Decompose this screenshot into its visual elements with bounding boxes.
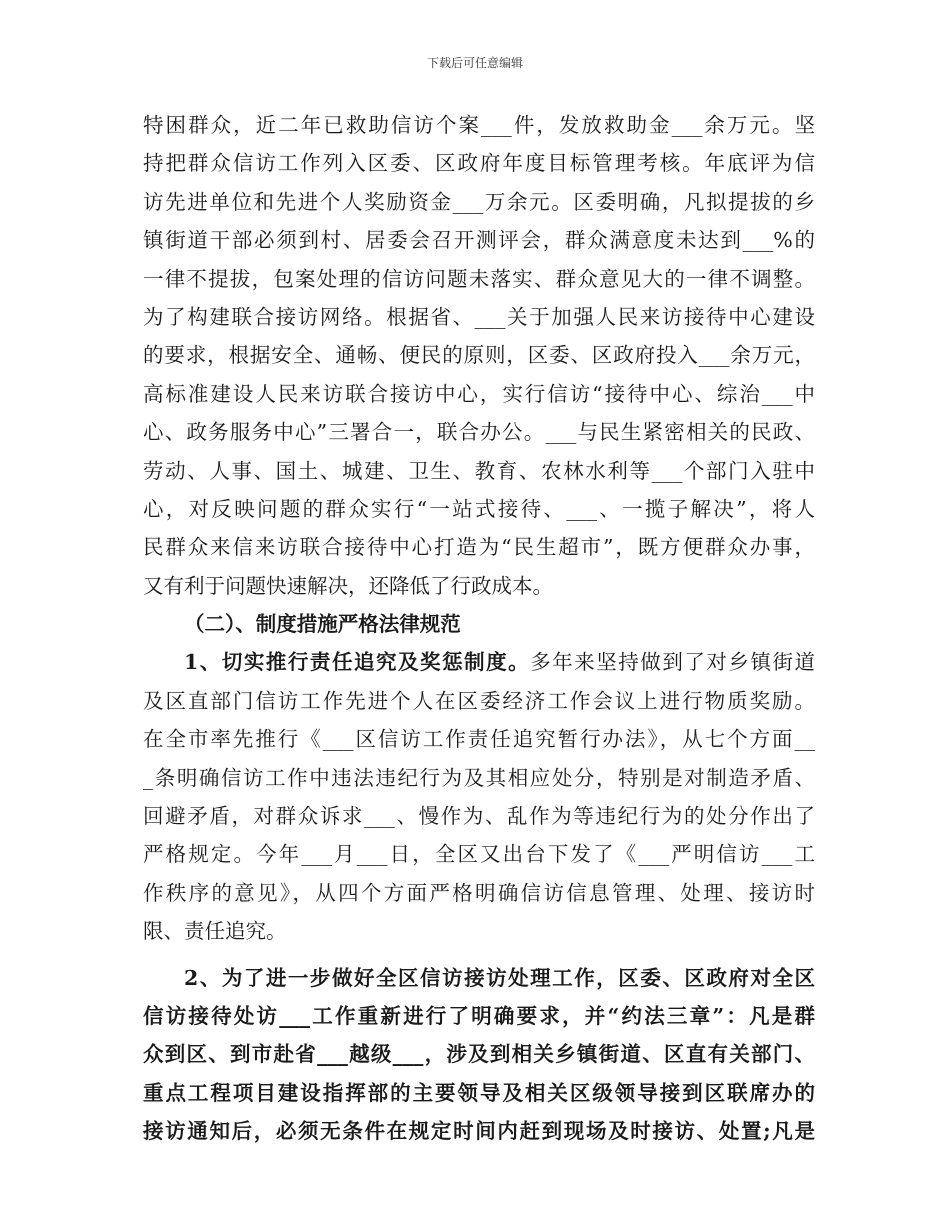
paragraph-line: 及区直部门信访工作先进个人在区委经济工作会议上进行物质奖励。 — [143, 688, 815, 713]
section-heading: （二）、制度措施严格法律规范 — [184, 612, 461, 637]
paragraph-bold-lead: 1、切实推行责任追究及奖惩制度。 — [184, 650, 531, 675]
paragraph-line: 镇街道干部必须到村、居委会召开测评会，群众满意度未达到___%的 — [143, 228, 815, 253]
paragraph-gap — [143, 951, 815, 959]
paragraph-1 — [143, 106, 815, 605]
paragraph-line: 特困群众，近二年已救助信访个案___件，发放救助金___余万元。坚 — [143, 113, 815, 137]
document-body — [143, 106, 815, 1151]
paragraph-line: 众到区、到市赴省___越级___，涉及到相关乡镇街道、区直有关部门、 — [143, 1042, 815, 1067]
page-header-note: 下载后可任意编辑 — [426, 56, 523, 70]
paragraph-line: 重点工程项目建设指挥部的主要领导及相关区级领导接到区联席办的 — [143, 1080, 815, 1105]
paragraph-line: 接访通知后，必须无条件在规定时间内赶到现场及时接访、处置;凡是 — [143, 1119, 815, 1144]
paragraph-line: 的要求，根据安全、通畅、便民的原则，区委、区政府投入___余万元， — [143, 343, 815, 368]
paragraph-line: 劳动、人事、国土、城建、卫生、教育、农林水利等___个部门入驻中 — [143, 458, 815, 483]
paragraph-line: 严格规定。今年___月___日，全区又出台下发了《___严明信访___工 — [143, 842, 815, 867]
paragraph-line: 回避矛盾，对群众诉求___、慢作为、乱作为等违纪行为的处分作出了 — [143, 804, 815, 829]
paragraph-line: 2、为了进一步做好全区信访接访处理工作，区委、区政府对全区 — [184, 965, 815, 990]
paragraph-line: _条明确信访工作中违法违纪行为及其相应处分，特别是对制造矛盾、 — [143, 765, 815, 790]
paragraph-first-line — [143, 643, 815, 681]
paragraph-line: 心，对反映问题的群众实行“一站式接待、___、一揽子解决”，将人 — [143, 496, 815, 521]
paragraph-line: 又有利于问题快速解决，还降低了行政成本。 — [143, 573, 553, 598]
paragraph-2 — [143, 643, 815, 950]
paragraph-line: 限、责任追究。 — [143, 919, 287, 944]
paragraph-line: 民群众来信来访联合接待中心打造为“民生超市”，既方便群众办事， — [143, 535, 815, 560]
paragraph-line: 作秩序的意见》，从四个方面严格明确信访信息管理、处理、接访时 — [143, 880, 815, 905]
paragraph-lead-rest: 多年来坚持做到了对乡镇街道 — [530, 650, 816, 675]
paragraph-line: 为了构建联合接访网络。根据省、___关于加强人民来访接待中心建设 — [143, 304, 815, 329]
paragraph-line: 在全市率先推行《___区信访工作责任追究暂行办法》，从七个方面__ — [143, 727, 815, 752]
paragraph-3 — [143, 959, 815, 1151]
paragraph-line: 一律不提拔，包案处理的信访问题未落实、群众意见大的一律不调整。 — [143, 266, 815, 291]
paragraph-line: 信访接待处访___工作重新进行了明确要求，并“约法三章”：凡是群 — [143, 1003, 815, 1028]
paragraph-line: 心、政务服务中心”三署合一，联合办公。___与民生紧密相关的民政、 — [143, 420, 815, 445]
paragraph-line: 持把群众信访工作列入区委、区政府年度目标管理考核。年底评为信 — [143, 151, 815, 176]
paragraph-line: 访先进单位和先进个人奖励资金___万余元。区委明确，凡拟提拔的乡 — [143, 189, 815, 214]
paragraph-line: 高标准建设人民来访联合接访中心，实行信访“接待中心、综治___中 — [143, 381, 815, 406]
